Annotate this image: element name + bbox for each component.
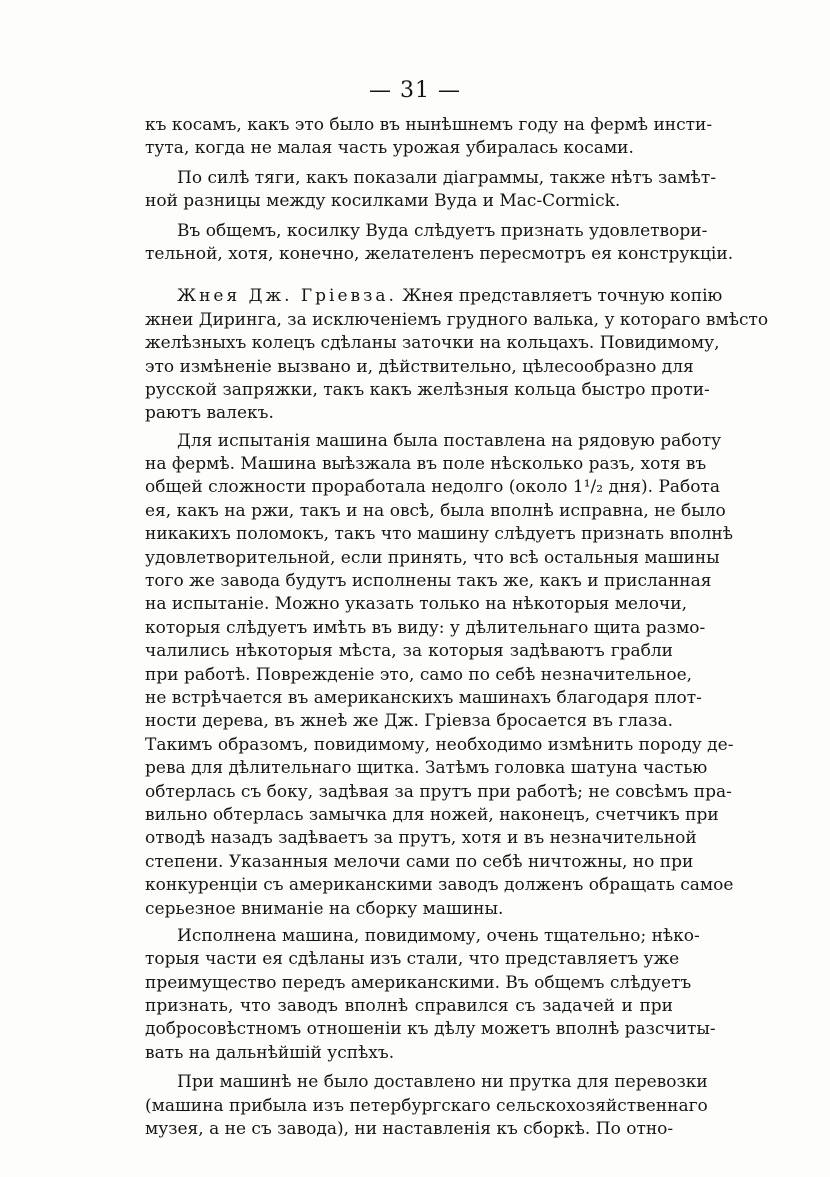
paragraph <box>145 167 717 214</box>
text-line: признать, что заводъ вполнѣ справился съ задачей и при <box>145 996 673 1017</box>
text-line: тельной, хотя, конечно, желателенъ пересмотръ ея конструкціи. <box>145 243 734 264</box>
text-line: преимущество передъ американскими. Въ общемъ слѣдуетъ <box>145 972 692 993</box>
text-line: желѣзныхъ колецъ сдѣланы заточки на кольцахъ. Повидимому, <box>145 333 720 354</box>
text-line: чалились нѣкоторыя мѣста, за которыя задѣваютъ грабли <box>145 641 673 662</box>
paragraph <box>145 114 713 161</box>
section-heading: Жнея Дж. Гріевза. <box>177 286 397 307</box>
text-line: на фермѣ. Машина выѣзжала въ поле нѣсколько разъ, хотя въ <box>145 454 707 475</box>
text-line: музея, а не съ завода), ни наставленія къ сборкѣ. По отно- <box>145 1119 674 1140</box>
heading-continuation: Жнея представляетъ точную копію <box>396 286 723 307</box>
text-line: Для испытанія машина была поставлена на рядовую работу <box>177 430 722 451</box>
text-line: (машина прибыла изъ петербургскаго сельскохозяйственнаго <box>145 1095 708 1116</box>
text-line: не встрѣчается въ американскихъ машинахъ благодаря плот- <box>145 687 702 708</box>
paragraph <box>145 925 716 1065</box>
text-line: раютъ валекъ. <box>145 403 274 424</box>
text-line: добросовѣстномъ отношеніи къ дѣлу можетъ вполнѣ разсчиты- <box>145 1019 716 1040</box>
text-line: это измѣненіе вызвано и, дѣйствительно, цѣлесообразно для <box>145 356 694 377</box>
paragraph <box>145 1071 708 1141</box>
text-line: русской запряжки, такъ какъ желѣзныя кольца быстро проти- <box>145 379 710 400</box>
text-line: степени. Указанныя мелочи сами по себѣ ничтожны, но при <box>145 851 694 872</box>
page-number: — 31 — <box>369 78 461 103</box>
text-line: отводѣ назадъ задѣваетъ за прутъ, хотя и въ незначительной <box>145 828 697 849</box>
text-line: жнеи Диринга, за исключеніемъ грудного валька, у котораго вмѣсто <box>145 309 769 330</box>
text-line: Такимъ образомъ, повидимому, необходимо измѣнить породу де- <box>145 734 734 755</box>
text-line: По силѣ тяги, какъ показали діаграммы, также нѣтъ замѣт- <box>177 167 717 188</box>
text-line: удовлетворительной, если принять, что всѣ остальныя машины <box>145 547 720 568</box>
text-line: ной разницы между косилками Вуда и Mac-Cormick. <box>145 191 621 212</box>
text-line: вильно обтерлась замычка для ножей, наконецъ, счетчикъ при <box>145 804 719 825</box>
body-text <box>145 114 769 1141</box>
text-line: тута, когда не малая часть урожая убиралась косами. <box>145 138 634 159</box>
text-line: серьезное вниманіе на сборку машины. <box>145 898 504 919</box>
text-line: конкуренціи съ американскими заводъ долженъ обращать самое <box>145 875 734 896</box>
text-line: вать на дальнѣйшій успѣхъ. <box>145 1042 395 1063</box>
text-line: къ косамъ, какъ это было въ нынѣшнемъ году на фермѣ инсти- <box>145 115 713 135</box>
text-line: ности дерева, въ жнеѣ же Дж. Гріевза бросается въ глаза. <box>145 711 673 732</box>
text-line: рева для дѣлительнаго щитка. Затѣмъ головка шатуна частью <box>145 758 708 779</box>
paragraph <box>145 220 734 267</box>
paragraph <box>145 285 769 425</box>
text-line: Въ общемъ, косилку Вуда слѣдуетъ признать удовлетвори- <box>177 220 708 241</box>
text-line: ея, какъ на ржи, такъ и на овсѣ, была вполнѣ исправна, не было <box>145 500 726 521</box>
section-gap <box>145 266 673 285</box>
text-line: на испытаніе. Можно указать только на нѣкоторыя мелочи, <box>145 594 687 615</box>
text-line: при работѣ. Поврежденіе это, само по себѣ незначительное, <box>145 664 693 685</box>
paragraph <box>145 430 734 921</box>
text-line: торыя части ея сдѣланы изъ стали, что представляетъ уже <box>145 949 680 970</box>
text-line: обтерлась съ боку, задѣвая за прутъ при работѣ; не совсѣмъ пра- <box>145 781 732 802</box>
text-line: При машинѣ не было доставлено ни прутка для перевозки <box>177 1072 708 1093</box>
text-line: того же завода будутъ исполнены такъ же, какъ и присланная <box>145 571 712 592</box>
text-line: общей сложности проработала недолго (около 1¹/₂ дня). Работа <box>145 477 721 498</box>
text-line: Исполнена машина, повидимому, очень тщательно; нѣко- <box>177 925 700 946</box>
text-line: которыя слѣдуетъ имѣть въ виду: у дѣлительнаго щита размо- <box>145 617 706 638</box>
text-line: никакихъ поломокъ, такъ что машину слѣдуетъ признать вполнѣ <box>145 524 733 545</box>
text-line <box>145 285 723 308</box>
